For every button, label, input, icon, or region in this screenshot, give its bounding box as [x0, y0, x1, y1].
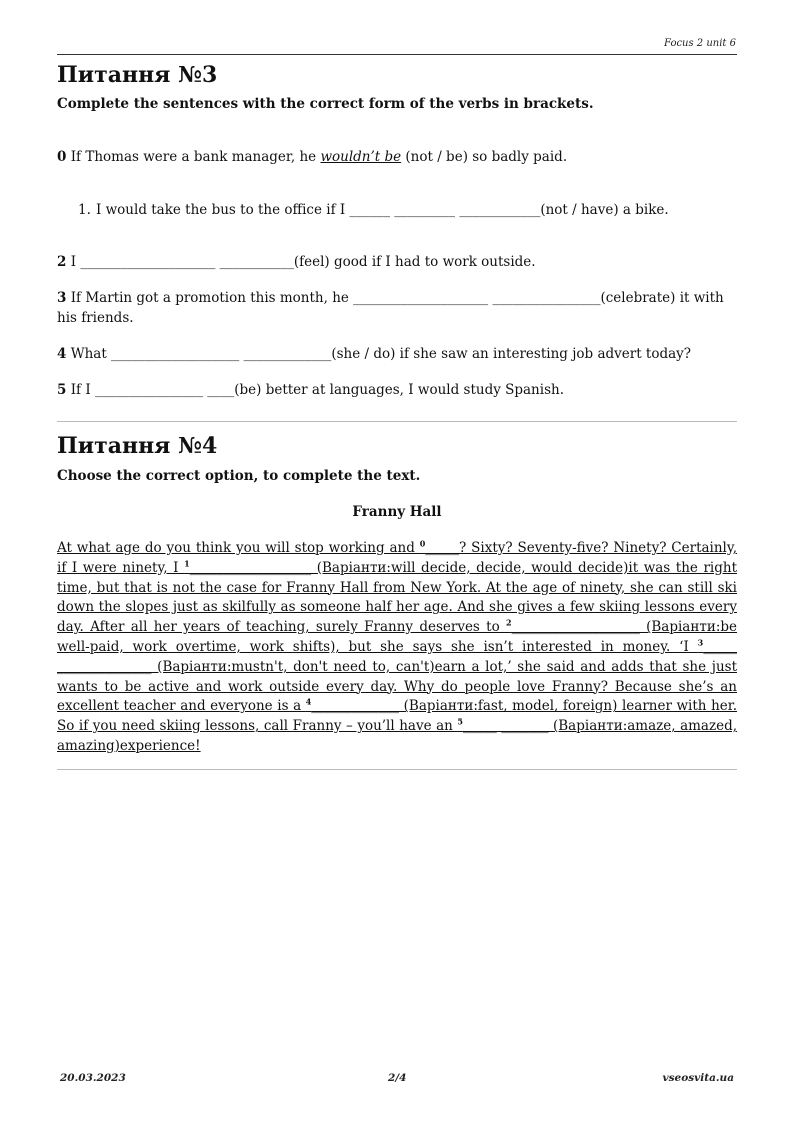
question-5	[57, 380, 737, 400]
section3-title: Питання №3	[57, 62, 218, 88]
section4-title: Питання №4	[57, 433, 218, 459]
question-2	[57, 252, 737, 272]
passage-segment: __________________ (Варіанти:will decide, decide, would decide)it was the right time, but that is not the case for Franny Hall from New York. At the age of ninety, she can still ski down the slopes just as skilfully as someone half her age. And she gives a few skiing lessons every day. After all her years of teaching, surely Franny deserves to	[57, 559, 738, 636]
footer-site: vseosvita.ua	[662, 1072, 734, 1084]
question-3	[57, 288, 737, 328]
question-1-marker: 1.	[78, 202, 91, 218]
question-3-number: 3	[57, 290, 67, 306]
passage-segment: _____ _______ (Варіанти:amaze, amazed, amazing)experience!	[57, 718, 738, 754]
passage-segment: _____ ______________ (Варіанти:mustn't, don't need to, can't)earn a lot,’ she said and adds that she just wants to be active and work outside every day. Why do people love Franny? Because she’s an excellent teacher and everyone is a	[57, 638, 737, 715]
header-rule	[57, 54, 737, 55]
footer-date: 20.03.2023	[60, 1072, 126, 1084]
passage-segment: _____? Sixty? Seventy-five? Ninety? Certainly, if I were ninety, I	[57, 540, 737, 576]
question-5-number: 5	[57, 382, 67, 398]
gap-number: 5	[457, 716, 463, 727]
question-4	[57, 344, 737, 364]
header-unit-label: Focus 2 unit 6	[664, 38, 736, 49]
gap-number: 1	[184, 558, 190, 569]
gap-number: 2	[506, 617, 512, 628]
section-divider	[57, 421, 737, 422]
question-1	[57, 200, 737, 220]
question-1-text: I would take the bus to the office if I ______ _________ ____________(not / have) a bike.	[96, 202, 669, 218]
example-answer: wouldn’t be	[320, 149, 402, 165]
question-4-number: 4	[57, 346, 67, 362]
section3-instruction: Complete the sentences with the correct form of the verbs in brackets.	[57, 96, 594, 112]
passage-segment: ___________________ (Варіанти:be well-paid, work overtime, work shifts), but she says she isn’t interested in money. ‘I	[57, 619, 738, 655]
gap-number: 3	[697, 637, 704, 648]
page-content	[57, 60, 737, 770]
question-2-number: 2	[57, 254, 67, 270]
section-divider-bottom	[57, 769, 737, 770]
section4-instruction: Choose the correct option, to complete the text.	[57, 468, 421, 484]
passage-segment: _____________ (Варіанти:fast, model, foreign) learner with her. So if you need skiing lessons, call Franny – you’ll have an	[57, 698, 738, 735]
gap-number: 4	[305, 696, 312, 707]
question-5-text: If I ________________ ____(be) better at languages, I would study Spanish.	[70, 382, 564, 398]
question-4-text: What ___________________ _____________(she / do) if she saw an interesting job advert today?	[70, 346, 692, 362]
example-after: (not / be) so badly paid.	[401, 149, 568, 165]
question-3-text: If Martin got a promotion this month, he ____________________ ________________(celebrate) it with his friends.	[57, 290, 724, 326]
reading-passage	[57, 539, 737, 757]
example-sentence	[57, 147, 737, 167]
text-title: Franny Hall	[352, 504, 442, 520]
footer-page-number: 2/4	[388, 1072, 407, 1084]
passage-segment: At what age do you think you will stop working and	[57, 540, 420, 556]
example-number: 0	[57, 149, 67, 165]
gap-number: 0	[419, 538, 426, 549]
example-before: If Thomas were a bank manager, he	[70, 149, 321, 165]
question-2-text: I ____________________ ___________(feel) good if I had to work outside.	[70, 254, 536, 270]
